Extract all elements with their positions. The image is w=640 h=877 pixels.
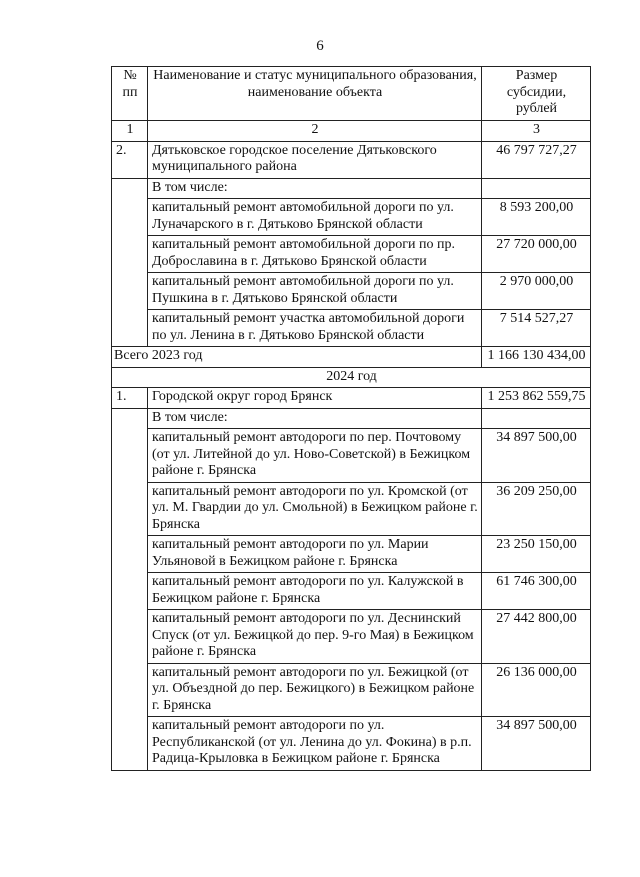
municipality-amount: 46 797 727,27 [482, 141, 591, 178]
municipality-amount: 1 253 862 559,75 [482, 388, 591, 409]
object-amount: 26 136 000,00 [482, 663, 591, 717]
object-amount: 34 897 500,00 [482, 717, 591, 771]
empty-number-cell [112, 178, 148, 347]
including-label: В том числе: [148, 178, 482, 199]
object-amount: 7 514 527,27 [482, 310, 591, 347]
column-number-3: 3 [482, 121, 591, 142]
object-amount: 2 970 000,00 [482, 273, 591, 310]
table-row [112, 482, 591, 536]
including-row [112, 408, 591, 429]
municipality-row-2023 [112, 141, 591, 178]
object-name: капитальный ремонт автомобильной дороги по ул. Пушкина в г. Дятьково Брянской области [148, 273, 482, 310]
header-amount-column: Размер субсидии, рублей [482, 67, 591, 121]
municipality-row-2024 [112, 388, 591, 409]
object-name: капитальный ремонт участка автомобильной дороги по ул. Ленина в г. Дятьково Брянской области [148, 310, 482, 347]
municipality-number: 1. [112, 388, 148, 409]
object-amount: 61 746 300,00 [482, 573, 591, 610]
table-row [112, 610, 591, 664]
municipality-number: 2. [112, 141, 148, 178]
table-row [112, 536, 591, 573]
table-header-row [112, 67, 591, 121]
object-name: капитальный ремонт автодороги по ул. Республиканской (от ул. Ленина до ул. Фокина) в р.п. Радица-Крыловка в Бежицком районе г. Брянска [148, 717, 482, 771]
header-number-column: № пп [112, 67, 148, 121]
table-row [112, 663, 591, 717]
object-amount: 34 897 500,00 [482, 429, 591, 483]
object-name: капитальный ремонт автодороги по ул. Деснинский Спуск (от ул. Бежицкой до пер. 9-го Мая) в Бежицком районе г. Брянска [148, 610, 482, 664]
table-row [112, 236, 591, 273]
including-label: В том числе: [148, 408, 482, 429]
object-name: капитальный ремонт автодороги по ул. Бежицкой (от ул. Объездной до пер. Бежицкого) в Бежицком районе г. Брянска [148, 663, 482, 717]
header-name-column: Наименование и статус муниципального образования, наименование объекта [148, 67, 482, 121]
municipality-name: Городской округ город Брянск [148, 388, 482, 409]
table-row [112, 573, 591, 610]
empty-amount-cell [482, 408, 591, 429]
table-row [112, 429, 591, 483]
year-heading: 2024 год [112, 367, 591, 388]
subsidy-table [111, 66, 591, 771]
object-name: капитальный ремонт автодороги по ул. Калужской в Бежицком районе г. Брянска [148, 573, 482, 610]
object-name: капитальный ремонт автодороги по ул. Кромской (от ул. М. Гвардии до ул. Смольной) в Бежицком районе г. Брянска [148, 482, 482, 536]
column-number-1: 1 [112, 121, 148, 142]
object-amount: 8 593 200,00 [482, 199, 591, 236]
page-number: 6 [316, 38, 324, 54]
object-name: капитальный ремонт автомобильной дороги по ул. Луначарского в г. Дятьково Брянской области [148, 199, 482, 236]
table-row [112, 310, 591, 347]
total-amount: 1 166 130 434,00 [482, 347, 591, 368]
municipality-name: Дятьковское городское поселение Дятьковского муниципального района [148, 141, 482, 178]
object-amount: 36 209 250,00 [482, 482, 591, 536]
table-row [112, 199, 591, 236]
table-row [112, 273, 591, 310]
object-name: капитальный ремонт автомобильной дороги по пр. Доброславина в г. Дятьково Брянской области [148, 236, 482, 273]
object-amount: 27 442 800,00 [482, 610, 591, 664]
year-heading-row [112, 367, 591, 388]
total-row-2023 [112, 347, 591, 368]
empty-amount-cell [482, 178, 591, 199]
object-amount: 23 250 150,00 [482, 536, 591, 573]
table-row [112, 717, 591, 771]
including-row [112, 178, 591, 199]
total-label: Всего 2023 год [112, 347, 482, 368]
column-number-2: 2 [148, 121, 482, 142]
object-name: капитальный ремонт автодороги по пер. Почтовому (от ул. Литейной до ул. Ново-Советской) в Бежицком районе г. Брянска [148, 429, 482, 483]
empty-number-cell [112, 408, 148, 770]
column-numbers-row [112, 121, 591, 142]
object-amount: 27 720 000,00 [482, 236, 591, 273]
object-name: капитальный ремонт автодороги по ул. Марии Ульяновой в Бежицком районе г. Брянска [148, 536, 482, 573]
